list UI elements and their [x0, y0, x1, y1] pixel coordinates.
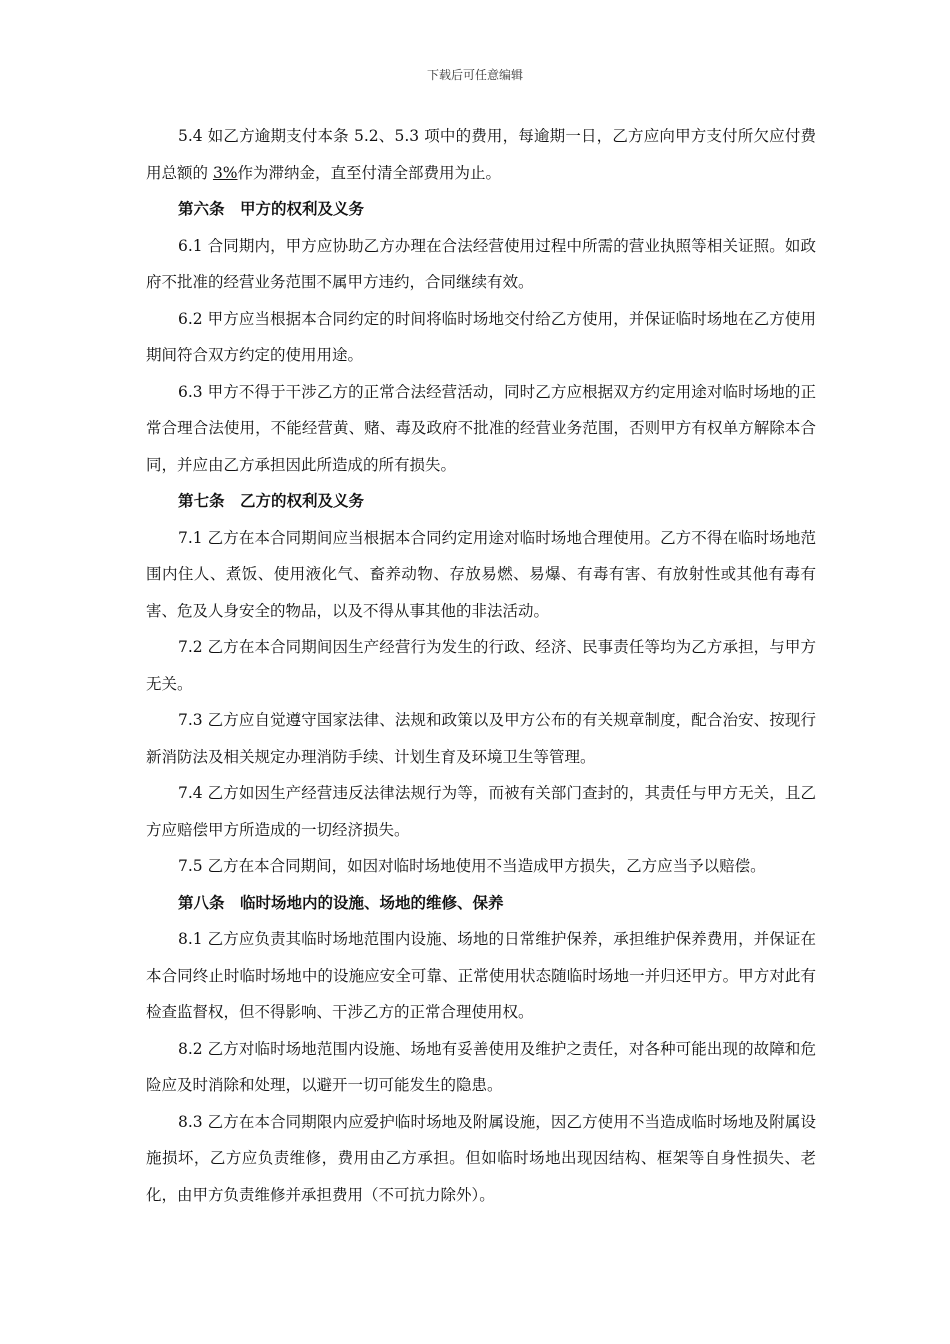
clause-8-2: 8.2 乙方对临时场地范围内设施、场地有妥善使用及维护之责任，对各种可能出现的故障和危险应及时消除和处理，以避开一切可能发生的隐患。 [146, 1039, 816, 1094]
article-7-heading: 第七条 乙方的权利及义务 [178, 491, 365, 510]
article-6-heading: 第六条 甲方的权利及义务 [178, 199, 365, 218]
clause-7-3: 7.3 乙方应自觉遵守国家法律、法规和政策以及甲方公布的有关规章制度，配合治安、按现行新消防法及相关规定办理消防手续、计划生育及环境卫生等管理。 [146, 711, 816, 766]
clause-5-4 [146, 118, 816, 191]
clause-8-1: 8.1 乙方应负责其临时场地范围内设施、场地的日常维护保养，承担维护保养费用，并保证在本合同终止时临时场地中的设施应安全可靠、正常使用状态随临时场地一并归还甲方。甲方对此有检查监督权，但不得影响、干涉乙方的正常合理使用权。 [146, 930, 816, 1021]
clause-6-3: 6.3 甲方不得于干涉乙方的正常合法经营活动，同时乙方应根据双方约定用途对临时场地的正常合理合法使用，不能经营黄、赌、毒及政府不批准的经营业务范围，否则甲方有权单方解除本合同，并应由乙方承担因此所造成的所有损失。 [146, 382, 816, 474]
page-header: 下载后可任意编辑 [426, 68, 523, 82]
clause-6-1: 6.1 合同期内，甲方应协助乙方办理在合法经营使用过程中所需的营业执照等相关证照。如政府不批准的经营业务范围不属甲方违约，合同继续有效。 [146, 236, 816, 291]
clause-7-4: 7.4 乙方如因生产经营违反法律法规行为等，而被有关部门查封的，其责任与甲方无关，且乙方应赔偿甲方所造成的一切经济损失。 [146, 784, 816, 839]
article-8-heading: 第八条 临时场地内的设施、场地的维修、保养 [178, 892, 504, 912]
late-fee-rate: 3% [212, 163, 238, 182]
document-body [146, 118, 816, 1213]
clause-8-3: 8.3 乙方在本合同期限内应爱护临时场地及附属设施，因乙方使用不当造成临时场地及附属设施损坏，乙方应负责维修，费用由乙方承担。但如临时场地出现因结构、框架等自身性损失、老化，由甲方负责维修并承担费用（不可抗力除外）。 [146, 1112, 816, 1204]
clause-7-2: 7.2 乙方在本合同期间因生产经营行为发生的行政、经济、民事责任等均为乙方承担，与甲方无关。 [146, 638, 816, 693]
clause-7-5: 7.5 乙方在本合同期间，如因对临时场地使用不当造成甲方损失，乙方应当予以赔偿。 [178, 857, 766, 875]
clause-5-4-text-a: 5.4 如乙方逾期支付本条 5.2、5.3 项中的费用，每逾期一日，乙方应向甲方支付所欠应付费用总额的 [146, 127, 816, 182]
clause-6-2: 6.2 甲方应当根据本合同约定的时间将临时场地交付给乙方使用，并保证临时场地在乙方使用期间符合双方约定的使用用途。 [146, 309, 816, 364]
clause-5-4-text-b: 作为滞纳金，直至付清全部费用为止。 [237, 163, 502, 182]
clause-7-1: 7.1 乙方在本合同期间应当根据本合同约定用途对临时场地合理使用。乙方不得在临时场地范围内住人、煮饭、使用液化气、畜养动物、存放易燃、易爆、有毒有害、有放射性或其他有毒有害、危及人身安全的物品，以及不得从事其他的非法活动。 [146, 528, 816, 620]
